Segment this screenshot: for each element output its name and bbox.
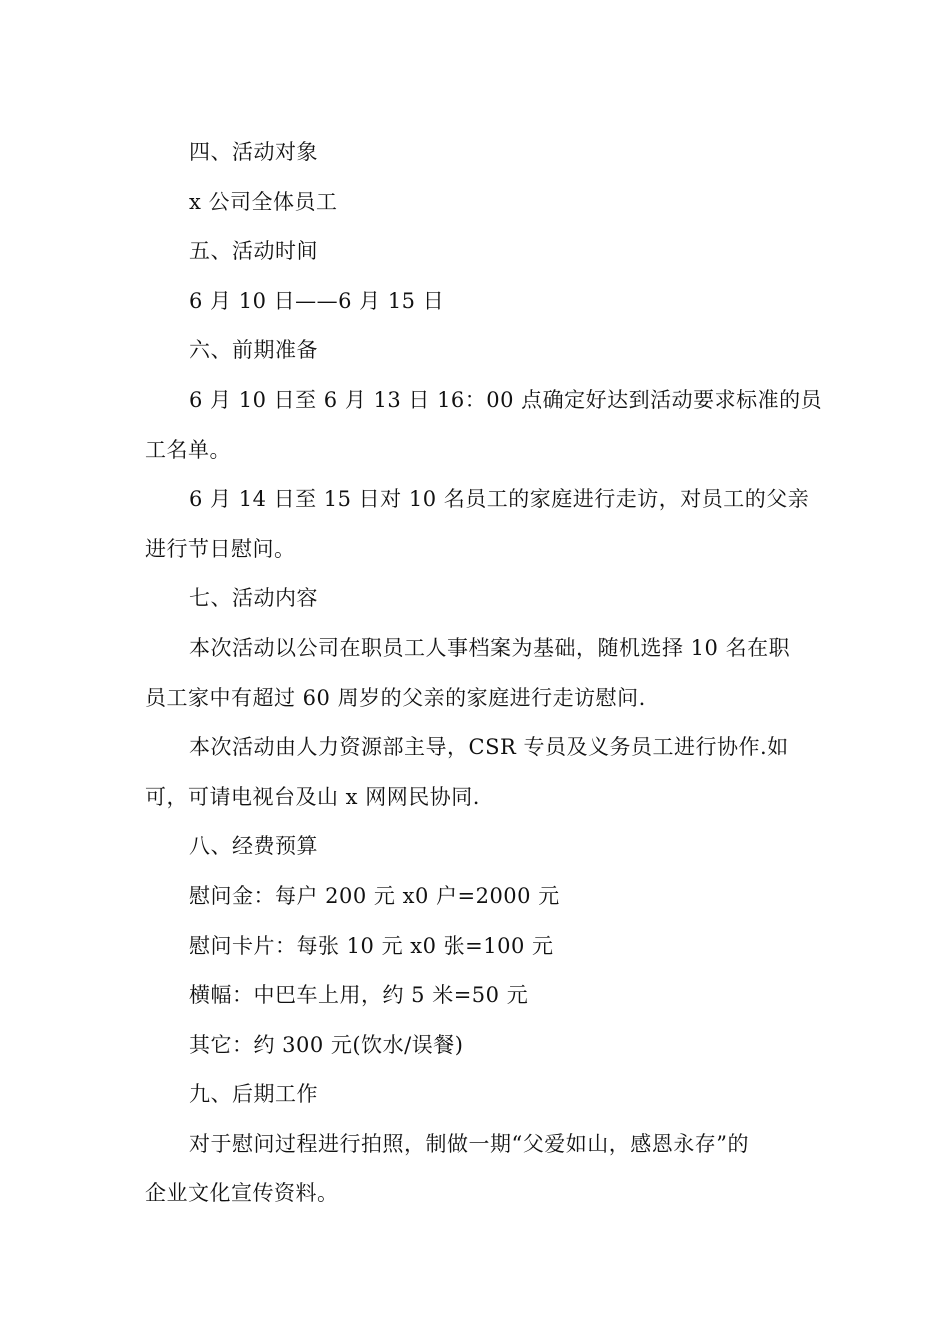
paragraph-line: 6 月 10 日至 6 月 13 日 16：00 点确定好达到活动要求标准的员 [189,387,823,412]
paragraph-line: 企业文化宣传资料。 [145,1181,339,1206]
paragraph-line: x 公司全体员工 [189,189,338,214]
section-heading-time: 五、活动时间 [189,239,318,264]
section-heading-preparation: 六、前期准备 [189,338,318,363]
section-heading-content: 七、活动内容 [189,586,318,611]
section-heading-target: 四、活动对象 [189,140,318,164]
paragraph-line: 本次活动由人力资源部主导，CSR 专员及义务员工进行协作.如 [189,735,789,760]
section-heading-followup: 九、后期工作 [189,1082,318,1107]
budget-item: 横幅：中巴车上用，约 5 米=50 元 [189,983,529,1008]
paragraph-line: 进行节日慰问。 [145,536,296,561]
paragraph-line: 6 月 14 日至 15 日对 10 名员工的家庭进行走访，对员工的父亲 [189,487,810,512]
paragraph-line: 员工家中有超过 60 周岁的父亲的家庭进行走访慰问. [145,685,646,710]
document-body [145,128,823,1219]
paragraph-line: 对于慰问过程进行拍照，制做一期“父爱如山，感恩永存”的 [189,1131,749,1156]
paragraph-line: 工名单。 [145,437,231,462]
budget-item: 慰问卡片：每张 10 元 x0 张=100 元 [189,933,554,958]
paragraph-line: 本次活动以公司在职员工人事档案为基础，随机选择 10 名在职 [189,635,791,660]
budget-item: 其它：约 300 元(饮水/误餐) [189,1032,464,1057]
paragraph-line: 6 月 10 日——6 月 15 日 [189,288,445,313]
section-heading-budget: 八、经费预算 [189,834,318,859]
paragraph-line: 可，可请电视台及山 x 网网民协同. [145,784,480,809]
budget-item: 慰问金：每户 200 元 x0 户=2000 元 [189,883,560,908]
